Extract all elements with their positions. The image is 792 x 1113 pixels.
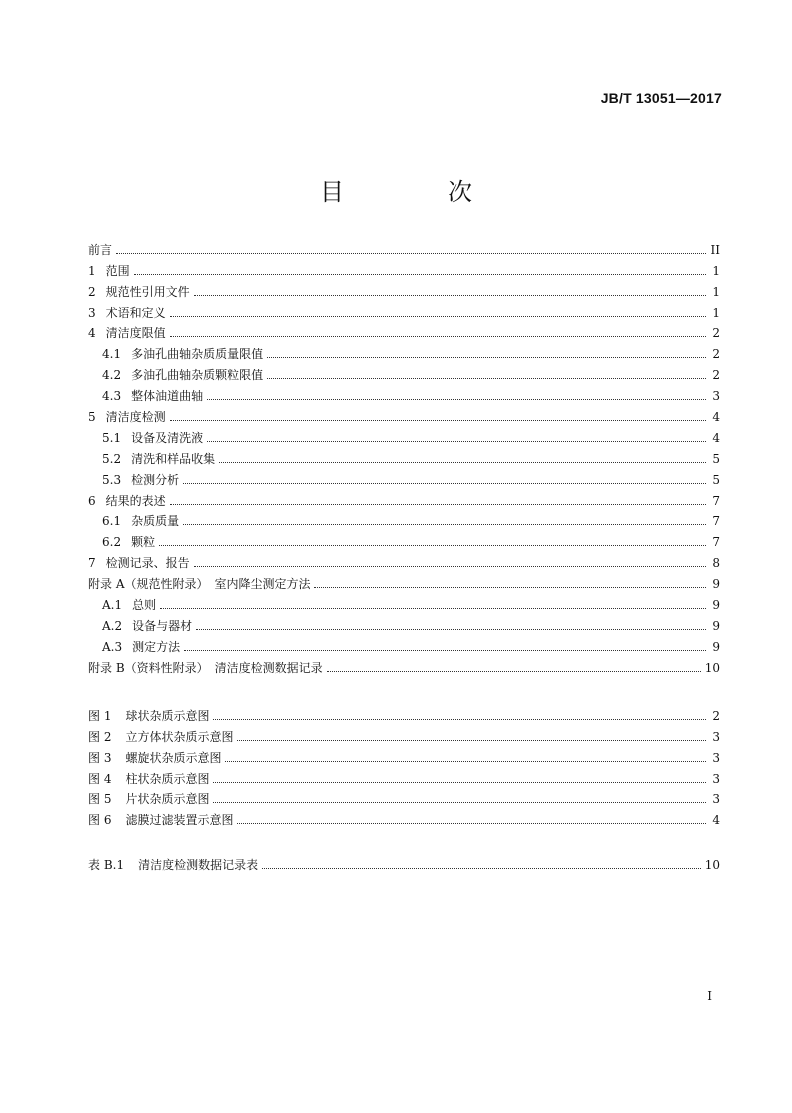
dot-leader (134, 273, 706, 275)
dot-leader (207, 440, 706, 442)
toc-entry-number: 5.2 (102, 451, 122, 466)
dot-leader (196, 628, 706, 630)
dot-leader (183, 482, 706, 484)
toc-entry-number: 5 (88, 410, 96, 425)
figure-entry[interactable] (88, 702, 720, 723)
toc-entry-number: 6.2 (102, 535, 122, 550)
page-number: I (707, 989, 712, 1003)
toc-entry-label: 术语和定义 (105, 305, 166, 320)
dot-leader (213, 801, 706, 803)
toc-entry[interactable] (88, 424, 720, 445)
figure-entry-number: 图 5 (88, 792, 112, 807)
figure-entry-number: 图 2 (88, 729, 112, 744)
dot-leader (213, 781, 706, 783)
figure-entry-page: 4 (712, 813, 720, 828)
toc-entry-page: 2 (712, 368, 720, 383)
toc-entry-label: 测定方法 (132, 639, 181, 654)
toc-entry-page: 9 (712, 618, 720, 633)
toc-entry-number: A.3 (102, 639, 123, 654)
dot-leader (219, 461, 706, 463)
dot-leader (267, 356, 706, 358)
toc-entry-number: A.2 (102, 618, 123, 633)
toc-entry[interactable] (88, 487, 720, 508)
toc-entry[interactable] (88, 570, 720, 591)
figure-entry-page: 3 (712, 771, 720, 786)
toc-entry[interactable] (88, 403, 720, 424)
dot-leader (170, 419, 706, 421)
toc-entry[interactable] (88, 508, 720, 529)
toc-entry-number: 4.3 (102, 389, 122, 404)
toc-entry-number: 6 (88, 493, 96, 508)
toc-entry-label: 前言 (88, 242, 113, 257)
toc-entry-page: 7 (712, 514, 720, 529)
toc-entry-page: 9 (712, 598, 720, 613)
toc-entry-label: 检测记录、报告 (105, 556, 190, 571)
toc-entry-label: 清洁度限值 (105, 326, 166, 341)
toc-entry-page: 9 (712, 639, 720, 654)
table-entry-number: 表 B.1 (88, 857, 125, 872)
table-entry-page: 10 (704, 857, 720, 872)
toc-entry[interactable] (88, 654, 720, 675)
table-entry[interactable] (88, 851, 720, 872)
figure-entry-number: 图 1 (88, 708, 112, 723)
toc-entry-page: 4 (712, 430, 720, 445)
dot-leader (194, 565, 706, 567)
toc-entry-page: 1 (712, 263, 720, 278)
toc-entry[interactable] (88, 320, 720, 341)
toc-entry-page: 5 (712, 451, 720, 466)
toc-entry-label: 结果的表述 (105, 493, 166, 508)
toc-entry[interactable] (88, 382, 720, 403)
figure-entry[interactable] (88, 765, 720, 786)
toc-main-list (88, 236, 720, 675)
dot-leader (213, 718, 706, 720)
dot-leader (170, 503, 706, 505)
standard-code: JB/T 13051—2017 (600, 90, 722, 106)
toc-entry-page: II (710, 242, 720, 257)
toc-table-list (88, 851, 720, 872)
figure-entry[interactable] (88, 723, 720, 744)
toc-figure-list (88, 702, 720, 827)
toc-entry-number: 5.3 (102, 472, 122, 487)
dot-leader (183, 523, 706, 525)
toc-entry-page: 2 (712, 347, 720, 362)
figure-entry-page: 3 (712, 792, 720, 807)
dot-leader (262, 867, 701, 869)
toc-entry-page: 5 (712, 472, 720, 487)
toc-entry-number: 5.1 (102, 430, 122, 445)
toc-entry[interactable] (88, 612, 720, 633)
figure-entry[interactable] (88, 786, 720, 807)
page-title: 目 次 (320, 178, 512, 206)
toc-entry[interactable] (88, 361, 720, 382)
toc-entry-number: 4 (88, 326, 96, 341)
toc-entry-page: 3 (712, 389, 720, 404)
toc-entry-number: 6.1 (102, 514, 122, 529)
figure-entry-label: 立方体状杂质示意图 (125, 729, 234, 744)
toc-entry[interactable] (88, 528, 720, 549)
toc-entry[interactable] (88, 549, 720, 570)
toc-entry[interactable] (88, 466, 720, 487)
toc-entry-number: 2 (88, 284, 96, 299)
toc-entry-label: 检测分析 (131, 472, 180, 487)
figure-entry-label: 螺旋状杂质示意图 (125, 750, 222, 765)
toc-entry-page: 1 (712, 284, 720, 299)
dot-leader (184, 649, 706, 651)
toc-entry-page: 2 (712, 326, 720, 341)
figure-entry-page: 3 (712, 750, 720, 765)
figure-entry-number: 图 4 (88, 771, 112, 786)
toc-entry-number: A.1 (102, 598, 123, 613)
toc-entry-number: 4.1 (102, 347, 122, 362)
toc-entry-page: 9 (712, 577, 720, 592)
toc-entry-label: 颗粒 (131, 535, 156, 550)
toc-entry-page: 10 (704, 660, 720, 675)
toc-entry-label: 多油孔曲轴杂质质量限值 (131, 347, 264, 362)
dot-leader (237, 822, 706, 824)
figure-entry-number: 图 6 (88, 813, 112, 828)
figure-entry-page: 3 (712, 729, 720, 744)
toc-entry[interactable] (88, 340, 720, 361)
figure-entry[interactable] (88, 744, 720, 765)
toc-entry-number: 7 (88, 556, 96, 571)
toc-entry-page: 7 (712, 535, 720, 550)
dot-leader (267, 377, 706, 379)
toc-entry-number: 3 (88, 305, 96, 320)
figure-entry-number: 图 3 (88, 750, 112, 765)
toc-entry-page: 8 (712, 556, 720, 571)
dot-leader (116, 252, 706, 254)
figure-entry-label: 滤膜过滤装置示意图 (125, 813, 234, 828)
toc-entry-label: 总则 (132, 598, 157, 613)
toc-entry-page: 1 (712, 305, 720, 320)
toc-entry[interactable] (88, 299, 720, 320)
toc-entry[interactable] (88, 591, 720, 612)
toc-entry-label: 附录 A（规范性附录） 室内降尘测定方法 (88, 577, 311, 592)
dot-leader (327, 670, 701, 672)
figure-entry-label: 柱状杂质示意图 (125, 771, 210, 786)
dot-leader (314, 586, 706, 588)
toc-entry[interactable] (88, 445, 720, 466)
toc-entry-page: 4 (712, 410, 720, 425)
figure-entry-label: 片状杂质示意图 (125, 792, 210, 807)
toc-entry[interactable] (88, 278, 720, 299)
toc-entry-label: 附录 B（资料性附录） 清洁度检测数据记录 (88, 660, 323, 675)
toc-entry-label: 规范性引用文件 (105, 284, 190, 299)
dot-leader (207, 398, 706, 400)
toc-entry-page: 7 (712, 493, 720, 508)
dot-leader (160, 607, 706, 609)
toc-entry[interactable] (88, 236, 720, 257)
toc-entry-label: 范围 (105, 263, 130, 278)
dot-leader (170, 335, 706, 337)
figure-entry[interactable] (88, 806, 720, 827)
toc-entry-label: 清洁度检测 (105, 410, 166, 425)
dot-leader (194, 294, 706, 296)
toc-entry-label: 清洗和样品收集 (131, 451, 216, 466)
toc-entry-label: 设备与器材 (132, 618, 193, 633)
toc-entry-label: 整体油道曲轴 (131, 389, 204, 404)
dot-leader (225, 760, 706, 762)
toc-entry[interactable] (88, 633, 720, 654)
toc-entry-label: 杂质质量 (131, 514, 180, 529)
dot-leader (170, 315, 706, 317)
toc-entry-number: 4.2 (102, 368, 122, 383)
dot-leader (159, 544, 706, 546)
figure-entry-page: 2 (712, 708, 720, 723)
table-entry-label: 清洁度检测数据记录表 (138, 857, 259, 872)
toc-entry-number: 1 (88, 263, 96, 278)
dot-leader (237, 739, 706, 741)
toc-entry-label: 多油孔曲轴杂质颗粒限值 (131, 368, 264, 383)
toc-entry[interactable] (88, 257, 720, 278)
toc-entry-label: 设备及清洗液 (131, 430, 204, 445)
figure-entry-label: 球状杂质示意图 (125, 708, 210, 723)
